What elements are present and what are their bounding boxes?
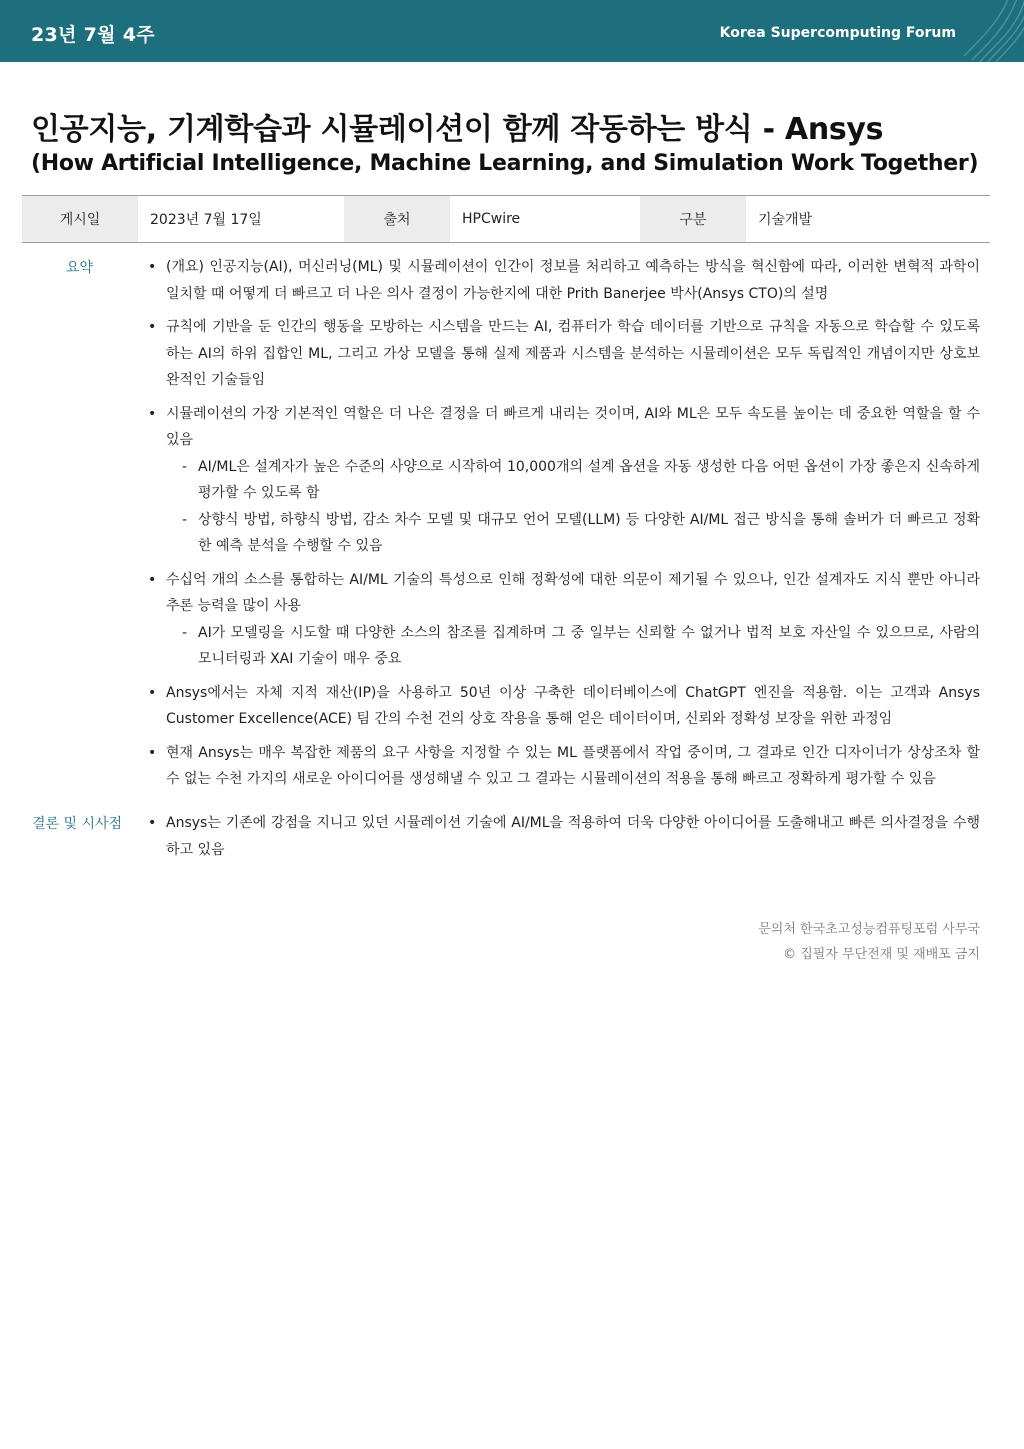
footer-contact: 문의처 한국초고성능컴퓨팅포럼 사무국 bbox=[758, 922, 980, 937]
summary-bullet: • 규칙에 기반을 둔 인간의 행동을 모방하는 시스템을 만드는 AI, 컴퓨터가 학습 데이터를 기반으로 규칙을 자동으로 학습할 수 있도록 하는 AI의 하위 집합인 ML, 그리고 가상 모델을 통해 실제 제품과 시스템을 분석하는 시뮬레이션은 모두 독립적인 개념이지만 상호보완적인 기술들임 bbox=[148, 314, 980, 394]
title-korean: 인공지능, 기계학습과 시뮬레이션이 함께 작동하는 방식 - Ansys bbox=[31, 112, 884, 147]
footer-copyright: © 집필자 무단전재 및 재배포 금지 bbox=[783, 947, 980, 962]
summary-sub-bullet: - AI/ML은 설계자가 높은 수준의 사양으로 시작하여 10,000개의 설계 옵션을 자동 생성한 다음 어떤 옵션이 가장 좋은지 신속하게 평가할 수 있도록 함 bbox=[166, 454, 980, 507]
wave-decoration-icon bbox=[960, 0, 1024, 62]
category-label: 구분 bbox=[640, 196, 746, 242]
source-value: HPCwire bbox=[462, 211, 521, 227]
title-english: (How Artificial Intelligence, Machine Learning, and Simulation Work Together) bbox=[31, 151, 979, 176]
header-bar bbox=[0, 0, 1024, 62]
summary-bullet: • 수십억 개의 소스를 통합하는 AI/ML 기술의 특성으로 인해 정확성에 대한 의문이 제기될 수 있으나, 인간 설계자도 지식 뿐만 아니라 추론 능력을 많이 사용 - AI가 모델링을 시도할 때 다양한 소스의 참조를 집계하며 그 중 일부는 신뢰할 수 없거나 법적 보호 자산일 수 있으므로, 사람의 모니터링과 XAI 기술이 매우 중요 bbox=[148, 567, 980, 673]
summary-bullet: • Ansys에서는 자체 지적 재산(IP)을 사용하고 50년 이상 구축한 데이터베이스에 ChatGPT 엔진을 적용함. 이는 고객과 Ansys Customer Excellence(ACE) 팀 간의 수천 건의 상호 작용을 통해 얻은 데이터이며, 신뢰와 정확성 보장을 위한 과정임 bbox=[148, 680, 980, 733]
category-value: 기술개발 bbox=[758, 212, 813, 228]
summary-list bbox=[148, 254, 980, 793]
summary-bullet: • 현재 Ansys는 매우 복잡한 제품의 요구 사항을 지정할 수 있는 ML 플랫폼에서 작업 중이며, 그 결과로 인간 디자이너가 상상조차 할 수 없는 수천 가지의 새로운 아이디어를 생성해낼 수 있고 그 결과는 시뮬레이션의 적용을 통해 빠르고 정확하게 평가할 수 있음 bbox=[148, 740, 980, 793]
conclusion-list bbox=[148, 810, 980, 863]
summary-sub-bullet: - AI가 모델링을 시도할 때 다양한 소스의 참조를 집계하며 그 중 일부는 신뢰할 수 없거나 법적 보호 자산일 수 있으므로, 사람의 모니터링과 XAI 기술이 매우 중요 bbox=[166, 620, 980, 673]
issue-week: 23년 7월 4주 bbox=[31, 24, 155, 46]
conclusion-bullet: • Ansys는 기존에 강점을 지니고 있던 시뮬레이션 기술에 AI/ML을 적용하여 더욱 다양한 아이디어를 도출해내고 빠른 의사결정을 수행하고 있음 bbox=[148, 810, 980, 863]
date-label: 게시일 bbox=[22, 196, 138, 242]
summary-bullet: • (개요) 인공지능(AI), 머신러닝(ML) 및 시뮬레이션이 인간이 정보를 처리하고 예측하는 방식을 혁신함에 따라, 이러한 변혁적 과학이 일치할 때 어떻게 더 빠르고 더 나은 의사 결정이 가능한지에 대한 Prith Banerjee 박사(Ansys CTO)의 설명 bbox=[148, 254, 980, 307]
conclusion-label: 결론 및 시사점 bbox=[32, 816, 123, 832]
summary-bullet: • 시뮬레이션의 가장 기본적인 역할은 더 나은 결정을 더 빠르게 내리는 것이며, AI와 ML은 모두 속도를 높이는 데 중요한 역할을 할 수 있음 - AI/ML은 설계자가 높은 수준의 사양으로 시작하여 10,000개의 설계 옵션을 자동 생성한 다음 어떤 옵션이 가장 좋은지 신속하게 평가할 수 있도록 함 - 상향식 방법, 하향식 방법, 감소 차수 모델 및 대규모 언어 모델(LLM) 등 다양한 AI/ML 접근 방식을 통해 솔버가 더 빠르고 정확한 예측 분석을 수행할 수 있음 bbox=[148, 401, 980, 560]
forum-name: Korea Supercomputing Forum bbox=[719, 25, 956, 41]
summary-sub-bullet: - 상향식 방법, 하향식 방법, 감소 차수 모델 및 대규모 언어 모델(LLM) 등 다양한 AI/ML 접근 방식을 통해 솔버가 더 빠르고 정확한 예측 분석을 수행할 수 있음 bbox=[166, 507, 980, 560]
source-label: 출처 bbox=[344, 196, 450, 242]
summary-label: 요약 bbox=[66, 260, 94, 276]
date-value: 2023년 7월 17일 bbox=[150, 212, 262, 228]
meta-table bbox=[22, 195, 990, 243]
